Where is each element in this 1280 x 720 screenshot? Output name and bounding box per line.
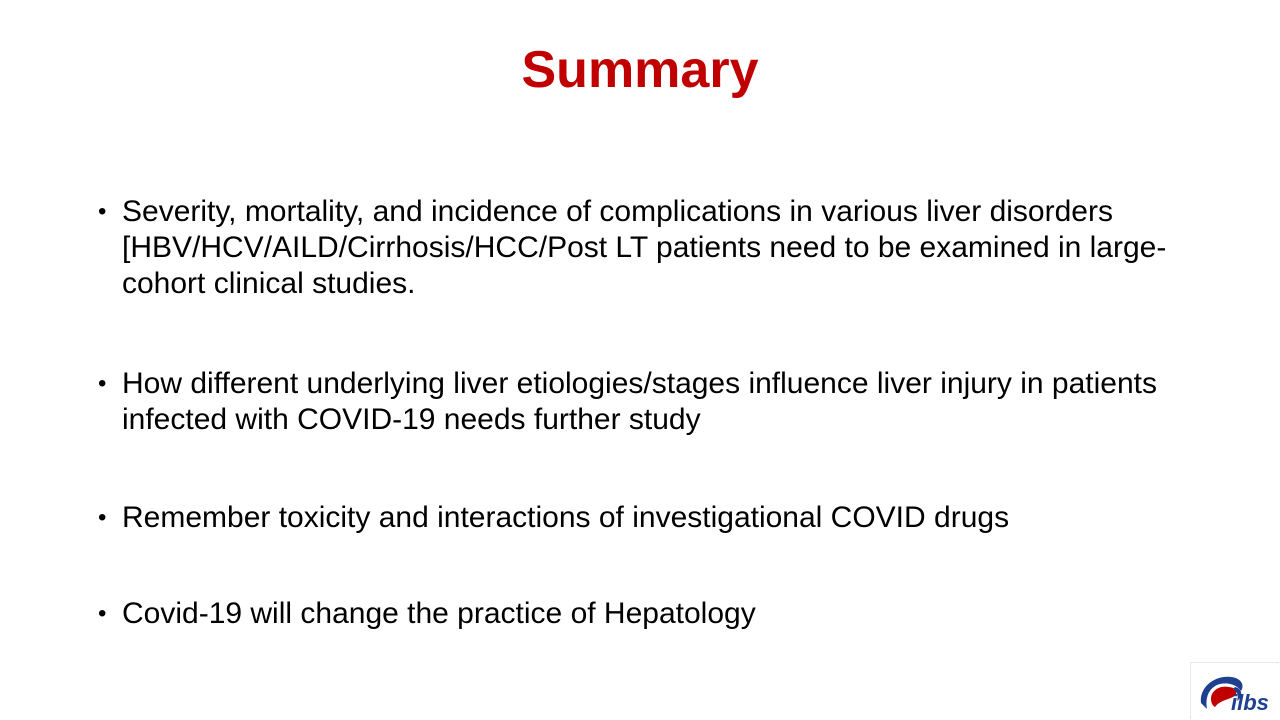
- bullet-marker: •: [98, 600, 107, 627]
- slide-title: Summary: [521, 41, 759, 99]
- bullet-text-3: Remember toxicity and interactions of investigational COVID drugs: [122, 501, 1010, 534]
- bullet-item-1: [96, 194, 1202, 302]
- ilbs-logo: [1190, 662, 1279, 719]
- logo-text: ilbs: [1231, 690, 1269, 715]
- bullet-text-2: How different underlying liver etiologies/stages influence liver injury in patients infected with COVID-19 needs further study: [122, 367, 1157, 436]
- bullet-marker: •: [98, 370, 107, 397]
- bullet-item-2: [96, 366, 1202, 438]
- bullet-text-1: Severity, mortality, and incidence of complications in various liver disorders [HBV/HCV/AILD/Cirrhosis/HCC/Post LT patients need to be examined in large-cohort clinical studies.: [122, 195, 1167, 300]
- bullet-item-4: [96, 596, 1202, 632]
- bullet-text-4: Covid-19 will change the practice of Hepatology: [122, 597, 756, 630]
- bullet-marker: •: [98, 198, 107, 225]
- bullet-marker: •: [98, 504, 107, 531]
- bullet-item-3: [96, 500, 1202, 536]
